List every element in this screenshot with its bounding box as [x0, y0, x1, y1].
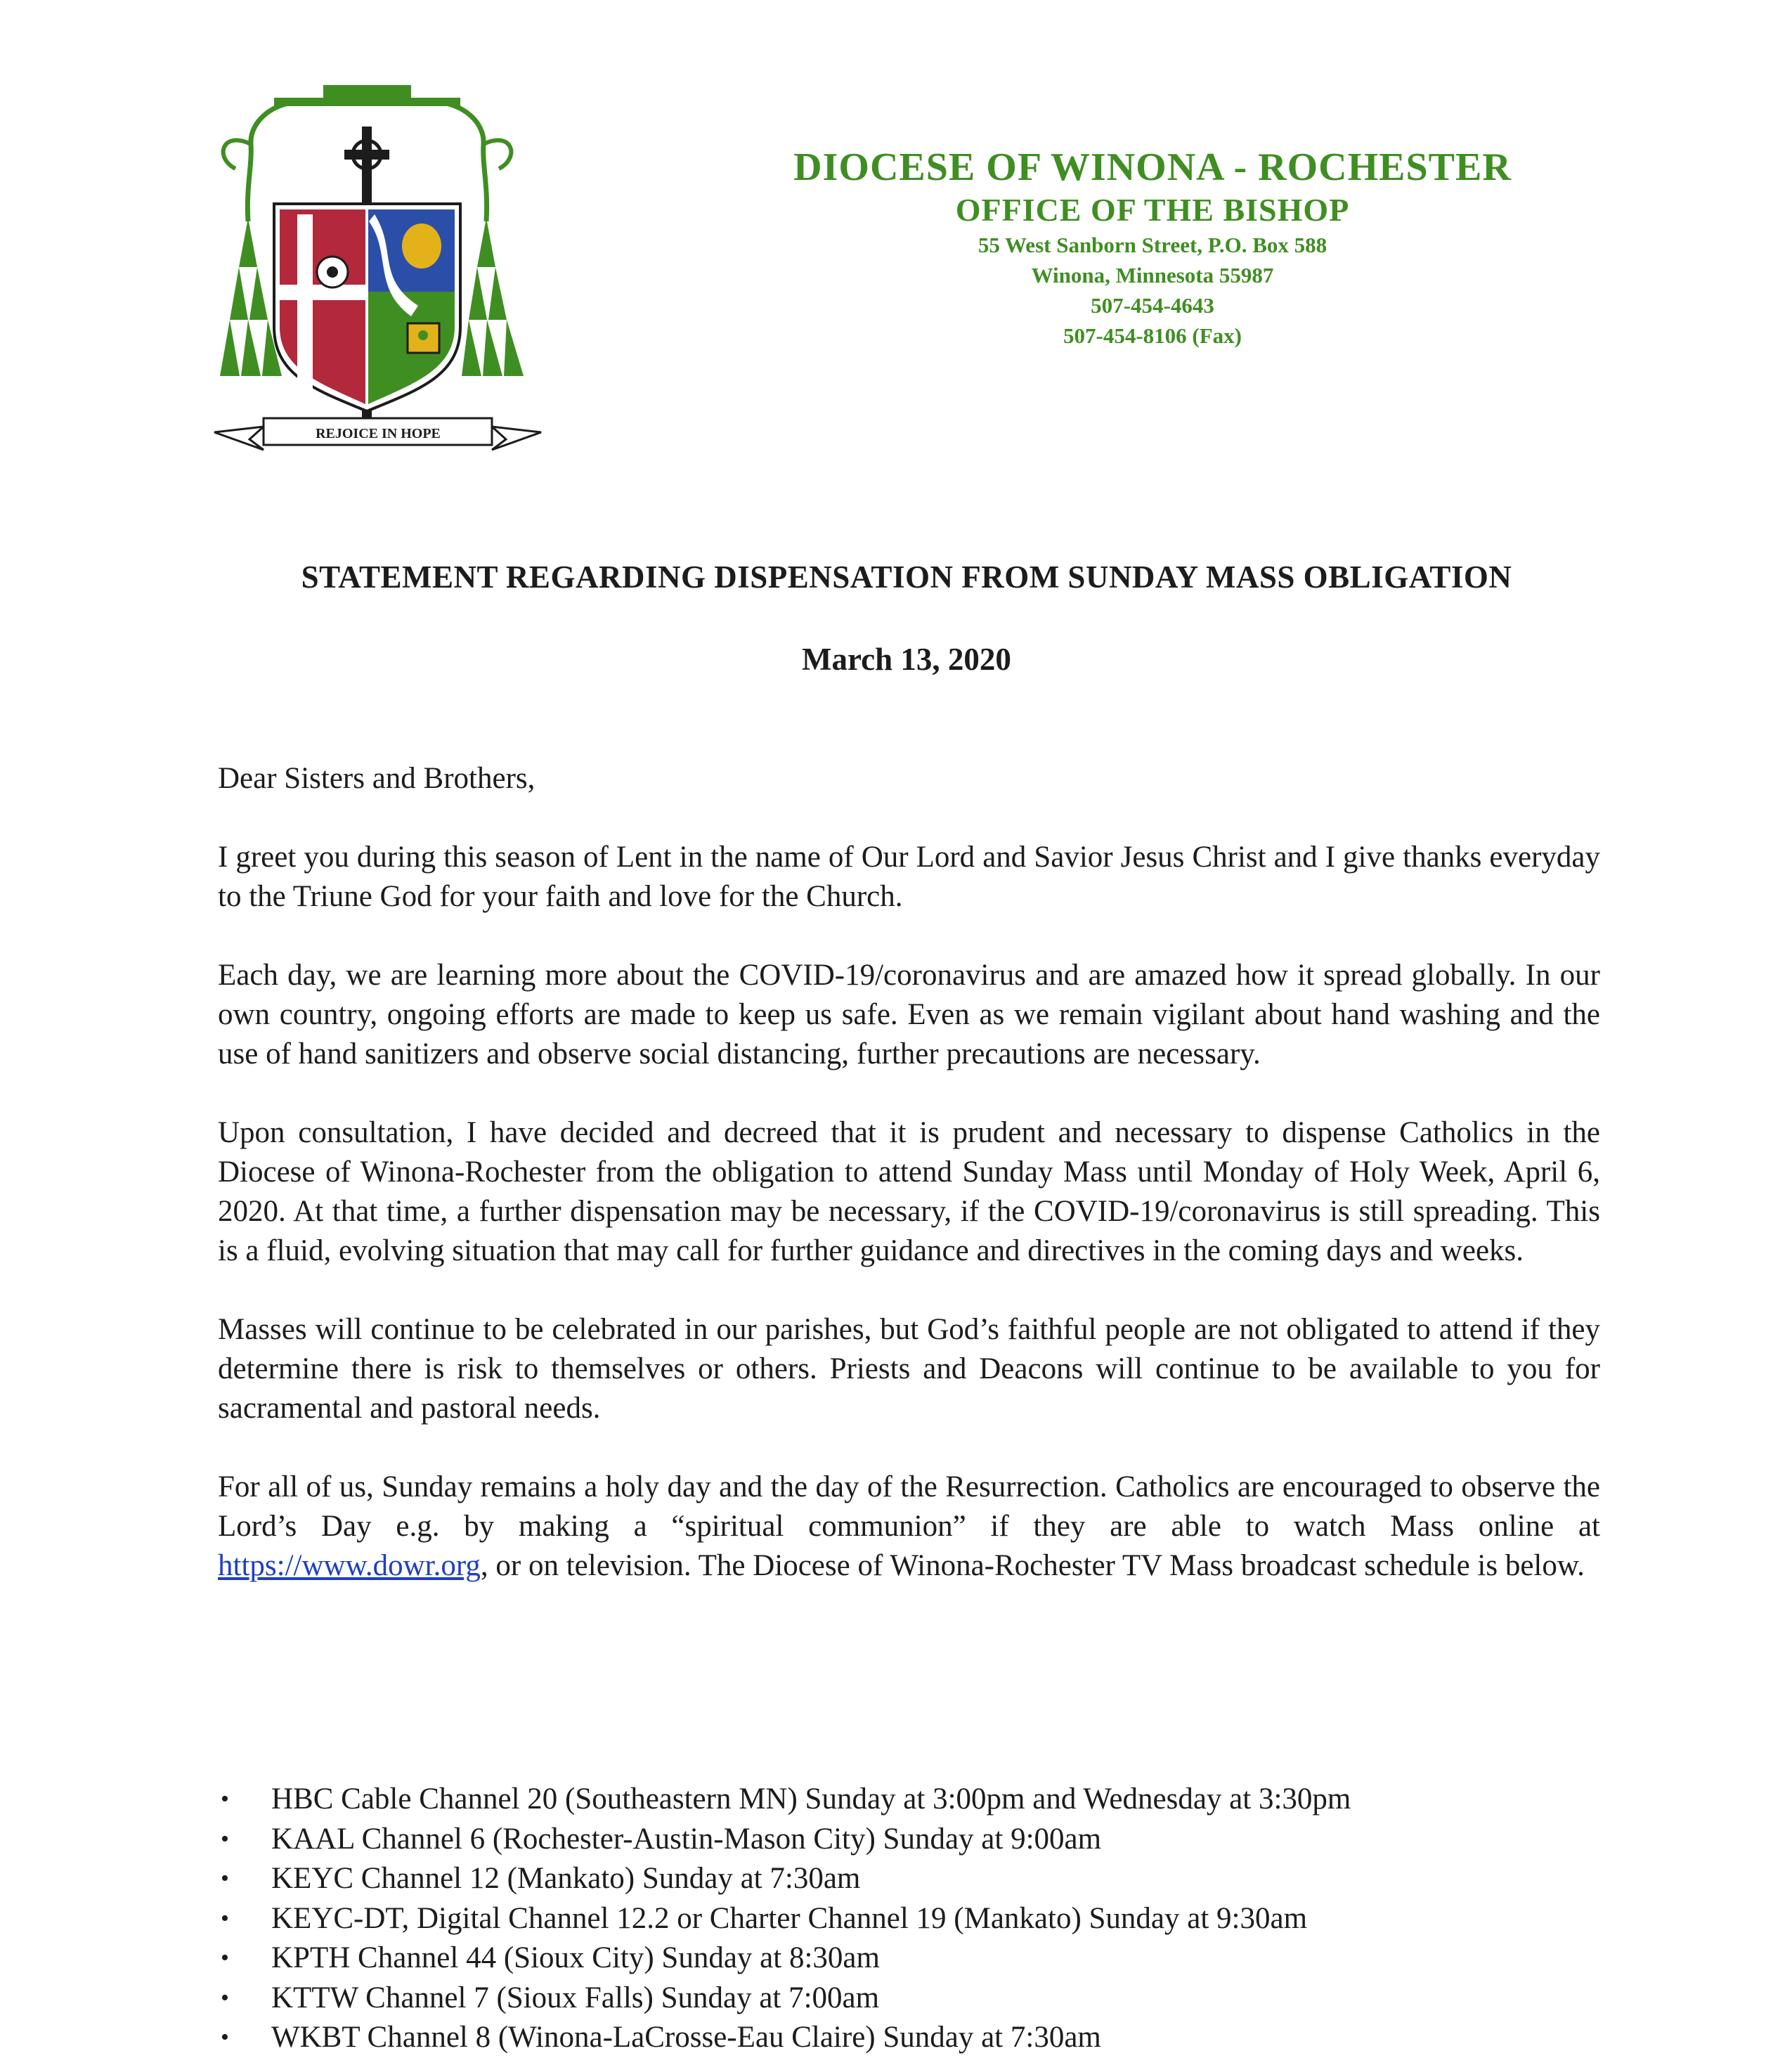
- diocese-website-link[interactable]: https://www.dowr.org: [218, 1549, 481, 1582]
- office-name: OFFICE OF THE BISHOP: [955, 192, 1350, 228]
- paragraph-masses-continue: Masses will continue to be celebrated in our parishes, but God’s faithful people are not obligated to attend if they determine there is risk to themselves or others. Priests and Deacons will continue to be available to you for sacramental and pastoral needs.: [218, 1313, 1600, 1425]
- organization-name: DIOCESE OF WINONA - ROCHESTER: [793, 145, 1512, 189]
- schedule-item: [218, 1899, 1600, 1939]
- letterhead: [724, 144, 1581, 351]
- galero-hat: [274, 85, 460, 106]
- phone-number: 507-454-4643: [1091, 293, 1214, 318]
- schedule-item-text: KEYC Channel 12 (Mankato) Sunday at 7:30am: [271, 1862, 861, 1895]
- statement-title: STATEMENT REGARDING DISPENSATION FROM SUNDAY MASS OBLIGATION: [301, 559, 1512, 595]
- schedule-item-text: KPTH Channel 44 (Sioux City) Sunday at 8:30am: [271, 1941, 880, 1974]
- schedule-item: [218, 1820, 1600, 1860]
- schedule-item: [218, 2018, 1600, 2058]
- letter-body: [218, 759, 1600, 1625]
- bullet-icon: •: [221, 1984, 229, 2011]
- schedule-item-text: WKBT Channel 8 (Winona-LaCrosse-Eau Claire) Sunday at 7:30am: [271, 2021, 1101, 2054]
- left-tassels: [220, 218, 282, 376]
- greeting: Dear Sisters and Brothers,: [218, 762, 535, 795]
- fax-number: 507-454-8106 (Fax): [1063, 323, 1242, 348]
- address-line-1: 55 West Sanborn Street, P.O. Box 588: [978, 233, 1327, 257]
- schedule-item: [218, 1939, 1600, 1979]
- paragraph-greeting-lent: I greet you during this season of Lent in the name of Our Lord and Savior Jesus Christ and I give thanks everyday to the Triune God for your faith and love for the Church.: [218, 841, 1600, 913]
- schedule-item-text: KAAL Channel 6 (Rochester-Austin-Mason City) Sunday at 9:00am: [271, 1822, 1102, 1856]
- paragraph-covid-update: Each day, we are learning more about the COVID-19/coronavirus and are amazed how it spread globally. In our own country, ongoing efforts are made to keep us safe. Even as we remain vigilant about hand washing and the use of hand sanitizers and observe social distancing, further precautions are necessary.: [218, 959, 1600, 1070]
- schedule-item: [218, 1780, 1600, 1820]
- shield: [274, 204, 460, 411]
- paragraph-sunday-observance: [218, 1468, 1600, 1586]
- bullet-icon: •: [221, 1865, 229, 1891]
- right-tassels: [462, 218, 524, 376]
- sunday-observance-text-end: , or on television. The Diocese of Winona-Rochester TV Mass broadcast schedule is below.: [480, 1549, 1585, 1582]
- coat-of-arms-logo: [207, 81, 548, 453]
- statement-date: March 13, 2020: [802, 642, 1011, 677]
- bullet-icon: •: [221, 1825, 229, 1852]
- schedule-item: [218, 1859, 1600, 1899]
- bullet-icon: •: [221, 1786, 229, 1812]
- paragraph-dispensation-decree: Upon consultation, I have decided and decreed that it is prudent and necessary to dispense Catholics in the Diocese of Winona-Rochester from the obligation to attend Sunday Mass until Monday of Holy Week, April 6, 2020. At that time, a further dispensation may be necessary, if the COVID-19/coronavirus is still spreading. This is a fluid, evolving situation that may call for further guidance and directives in the coming days and weeks.: [218, 1116, 1600, 1267]
- schedule-item: [218, 1979, 1600, 2019]
- schedule-item-text: KTTW Channel 7 (Sioux Falls) Sunday at 7:00am: [271, 1981, 880, 2014]
- sunday-observance-text: For all of us, Sunday remains a holy day and the day of the Resurrection. Catholics are encouraged to observe the Lord’s Day e.g. by making a “spiritual communion” if they are able to watch Mass online at: [218, 1470, 1600, 1543]
- bullet-icon: •: [221, 1945, 229, 1971]
- address-line-2: Winona, Minnesota 55987: [1031, 263, 1274, 287]
- bullet-icon: •: [221, 1905, 229, 1931]
- schedule-item-text: HBC Cable Channel 20 (Southeastern MN) Sunday at 3:00pm and Wednesday at 3:30pm: [271, 1782, 1351, 1816]
- bullet-icon: •: [221, 2024, 229, 2050]
- motto-text: REJOICE IN HOPE: [316, 426, 441, 441]
- schedule-item-text: KEYC-DT, Digital Channel 12.2 or Charter Channel 19 (Mankato) Sunday at 9:30am: [271, 1901, 1308, 1935]
- tv-mass-schedule-list: [218, 1780, 1600, 2058]
